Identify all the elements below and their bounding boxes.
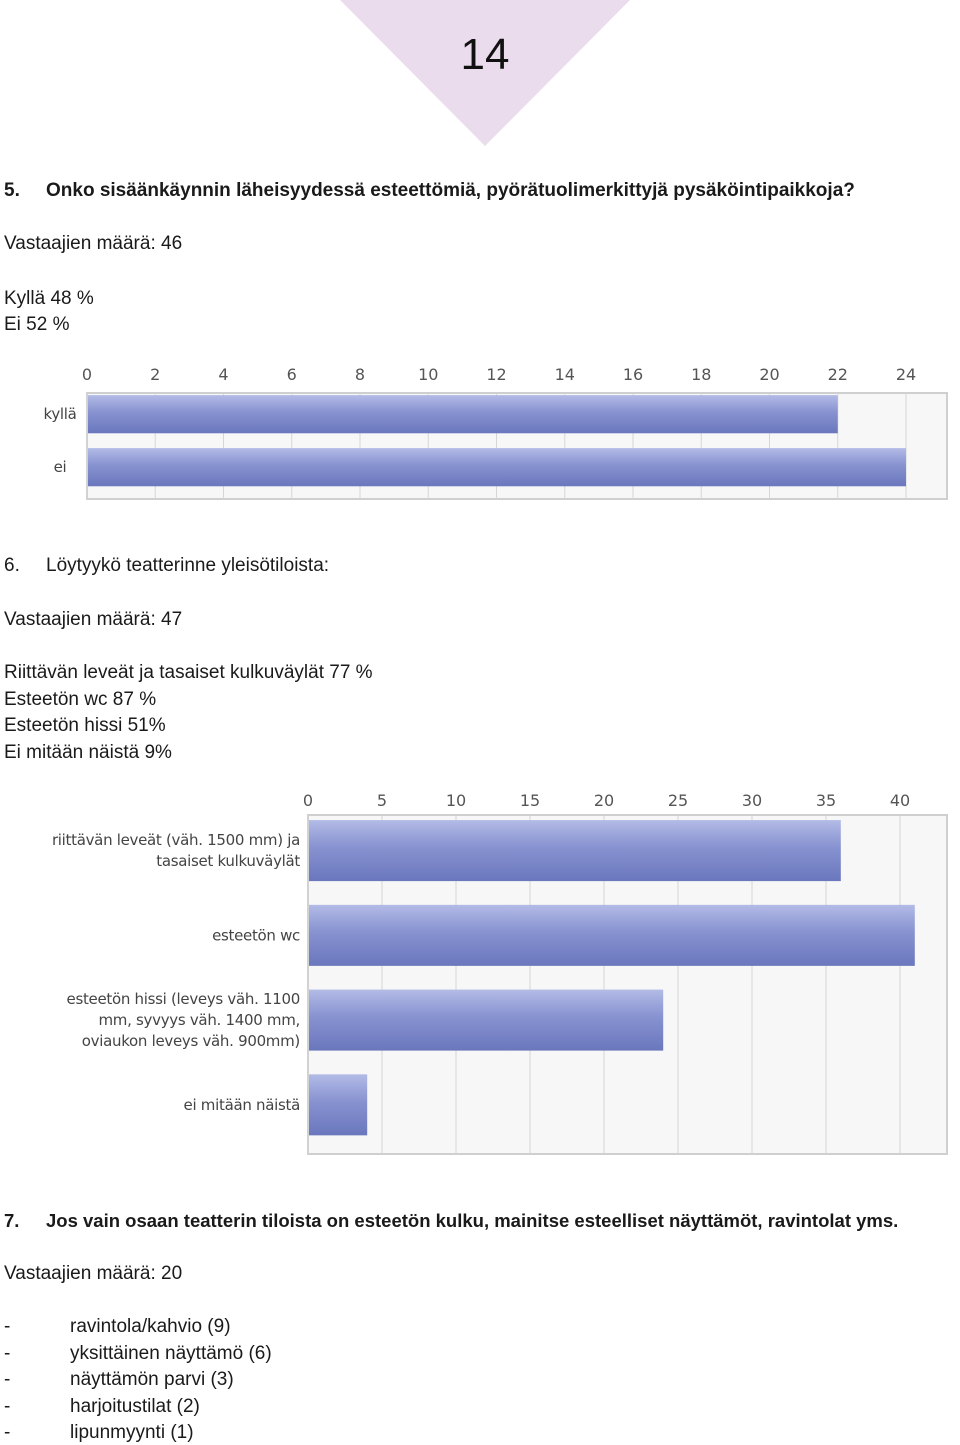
question-5-bar-chart — [30, 358, 950, 503]
category-label: mm, syvyys väh. 1400 mm, — [98, 1011, 300, 1030]
question-6-respondents: Vastaajien määrä: 47 — [4, 609, 183, 630]
tick-label: 20 — [759, 365, 780, 384]
question-5-text: Onko sisäänkäynnin läheisyydessä esteettömiä, pyörätuolimerkittyjä pysäköintipaikkoja? — [46, 180, 855, 201]
question-5-title — [4, 180, 855, 202]
page-number: 14 — [460, 30, 510, 79]
category-label: oviaukon leveys väh. 900mm) — [81, 1032, 300, 1051]
category-label: tasaiset kulkuväylät — [156, 852, 300, 871]
tick-label: 14 — [554, 365, 575, 384]
question-6-result-elevator: Esteetön hissi 51% — [4, 715, 166, 736]
tick-label: 4 — [218, 365, 229, 384]
tick-label: 25 — [667, 791, 689, 810]
list-dash: - — [4, 1422, 11, 1443]
tick-label: 6 — [286, 365, 297, 384]
tick-label: 40 — [889, 791, 911, 810]
question-6-result-wc: Esteetön wc 87 % — [4, 689, 157, 710]
question-7-number: 7. — [4, 1210, 20, 1231]
list-dash: - — [4, 1316, 11, 1337]
question-6-number: 6. — [4, 555, 20, 576]
list-item — [4, 1316, 231, 1338]
bar — [309, 905, 915, 966]
question-7-title — [4, 1210, 898, 1232]
tick-label: 20 — [593, 791, 615, 810]
bar — [309, 1074, 367, 1135]
bar — [309, 990, 663, 1051]
list-item — [4, 1369, 234, 1391]
question-7-respondents: Vastaajien määrä: 20 — [4, 1263, 183, 1284]
category-label: ei — [53, 458, 67, 477]
question-5-respondents: Vastaajien määrä: 46 — [4, 233, 183, 254]
list-item-text: harjoitustilat (2) — [70, 1396, 200, 1417]
list-dash: - — [4, 1369, 11, 1390]
category-label: esteetön hissi (leveys väh. 1100 — [66, 990, 300, 1009]
tick-label: 12 — [486, 365, 507, 384]
bar — [88, 448, 906, 486]
question-6-bar-chart — [30, 785, 950, 1160]
tick-label: 10 — [418, 365, 439, 384]
tick-label: 18 — [691, 365, 712, 384]
list-dash: - — [4, 1396, 11, 1417]
question-5-number: 5. — [4, 180, 20, 201]
tick-label: 0 — [302, 791, 314, 810]
bar — [88, 395, 838, 433]
question-6-result-paths: Riittävän leveät ja tasaiset kulkuväylät 77 % — [4, 662, 373, 683]
question-6-colon: : — [323, 555, 330, 576]
tick-label: 35 — [815, 791, 837, 810]
list-item-text: ravintola/kahvio (9) — [70, 1316, 231, 1337]
question-6-result-none: Ei mitään näistä 9% — [4, 742, 172, 763]
category-label: kyllä — [43, 405, 77, 424]
question-6-text: Löytyykö teatterinne yleisötiloista — [46, 555, 324, 576]
list-item — [4, 1396, 200, 1418]
list-item-text: näyttämön parvi (3) — [70, 1369, 234, 1390]
category-label: riittävän leveät (väh. 1500 mm) ja — [51, 831, 300, 850]
tick-label: 10 — [445, 791, 467, 810]
tick-label: 30 — [741, 791, 763, 810]
question-7-text: Jos vain osaan teatterin tiloista on esteetön kulku, mainitse esteelliset näyttämöt, ravintolat yms. — [46, 1210, 899, 1231]
list-dash: - — [4, 1343, 11, 1364]
list-item-text: lipunmyynti (1) — [70, 1422, 194, 1443]
tick-label: 22 — [827, 365, 848, 384]
tick-label: 24 — [895, 365, 917, 384]
tick-label: 2 — [150, 365, 161, 384]
tick-label: 0 — [81, 365, 93, 384]
tick-label: 15 — [519, 791, 541, 810]
tick-label: 5 — [376, 791, 388, 810]
question-5-result-yes: Kyllä 48 % — [4, 288, 94, 309]
category-label: ei mitään näistä — [183, 1095, 300, 1114]
question-6-title — [4, 555, 329, 577]
list-item — [4, 1422, 194, 1444]
tick-label: 8 — [354, 365, 366, 384]
tick-label: 16 — [622, 365, 644, 384]
bar — [309, 820, 841, 881]
list-item-text: yksittäinen näyttämö (6) — [70, 1343, 272, 1364]
category-label: esteetön wc — [212, 926, 300, 945]
list-item — [4, 1343, 272, 1365]
question-5-result-no: Ei 52 % — [4, 314, 70, 335]
